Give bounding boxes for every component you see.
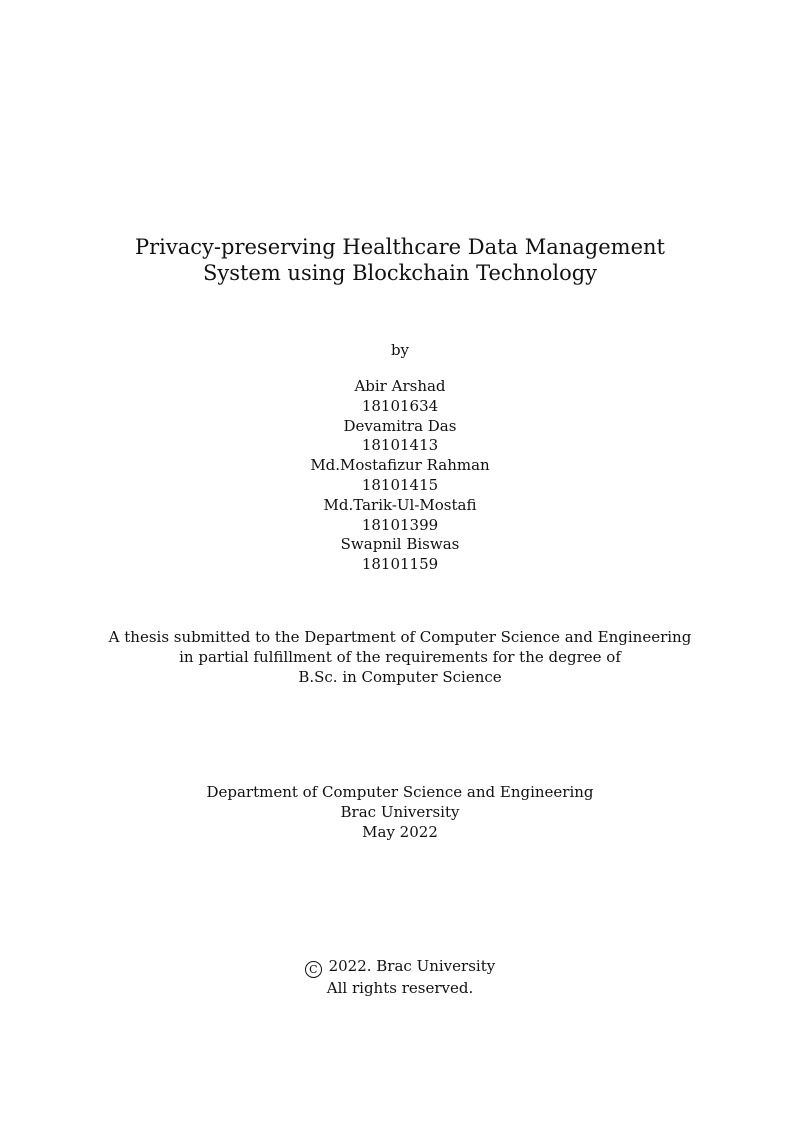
copyright-notice xyxy=(0,956,800,998)
thesis-title-line-2: System using Blockchain Technology xyxy=(202,261,598,285)
rights-reserved: All rights reserved. xyxy=(326,979,474,997)
author-id: 18101399 xyxy=(361,515,439,534)
author-name: Md.Tarik-Ul-Mostafi xyxy=(323,495,477,514)
author-id: 18101159 xyxy=(361,555,439,574)
by-label: by xyxy=(390,341,410,359)
author-id: 18101634 xyxy=(361,396,439,415)
copyright-icon: C xyxy=(305,961,322,978)
author-name: Md.Mostafizur Rahman xyxy=(310,456,490,475)
author-name: Abir Arshad xyxy=(354,377,446,395)
author-name: Swapnil Biswas xyxy=(340,535,460,554)
copyright-text: 2022. Brac University xyxy=(328,957,496,975)
thesis-title-line-1: Privacy-preserving Healthcare Data Management xyxy=(135,235,665,259)
submission-line-3: B.Sc. in Computer Science xyxy=(298,668,502,686)
submission-line-1: A thesis submitted to the Department of Computer Science and Engineering xyxy=(108,628,692,646)
author-list xyxy=(0,377,800,575)
submission-line-2: in partial fulfillment of the requirements for the degree of xyxy=(179,648,621,666)
thesis-title xyxy=(0,234,800,286)
author-name: Devamitra Das xyxy=(343,416,457,435)
author-id: 18101415 xyxy=(361,475,439,494)
submission-date: May 2022 xyxy=(362,823,438,841)
institution-block xyxy=(0,782,800,842)
submission-statement xyxy=(0,627,800,687)
department-name: Department of Computer Science and Engineering xyxy=(206,783,594,801)
copyright-line xyxy=(0,956,800,978)
author-id: 18101413 xyxy=(361,436,439,455)
university-name: Brac University xyxy=(340,803,460,821)
